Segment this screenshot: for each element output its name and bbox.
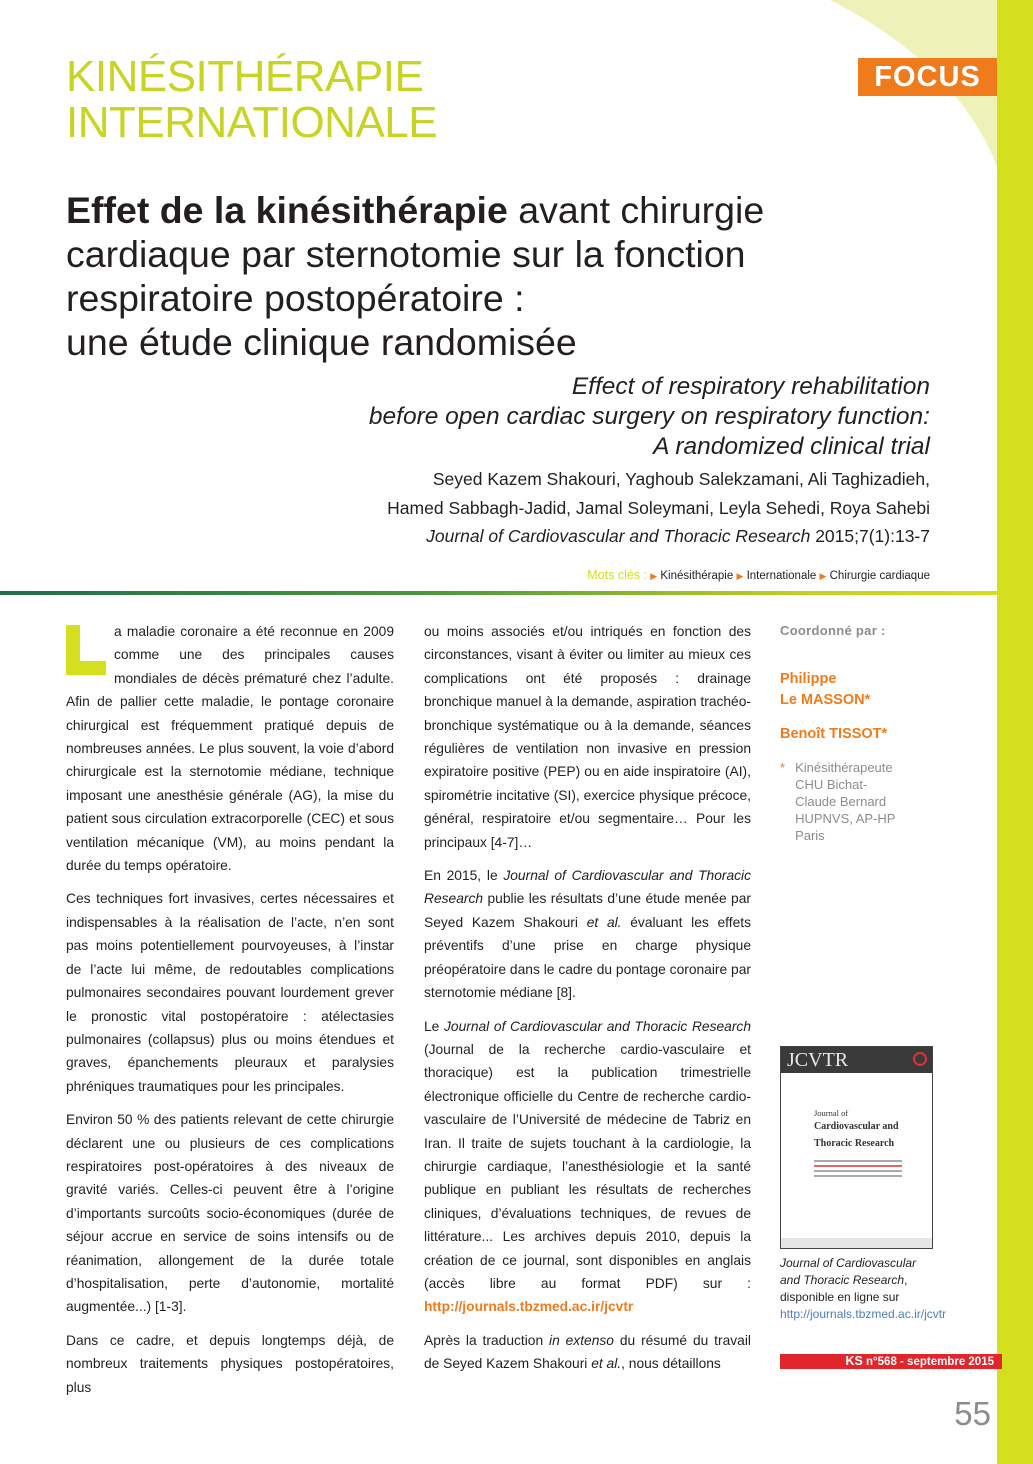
arrow-icon: ▶ <box>819 571 827 581</box>
brand-line-1: KINÉSITHÉRAPIE <box>66 52 424 101</box>
title-rest: avant chirurgie <box>507 189 765 231</box>
paragraph-1: a maladie coronaire a été reconnue en 2009 comme une des principales causes mondiales de décès prématuré chez l’adulte. Afin de pallier cette maladie, le pontage coronaire chirurgical est fréquemment pratiqué depuis de nombreuses années. Le plus souvent, la voie d’abord chirurgicale est la sternotomie médiane, technique imposant une anesthésie générale (AG), la mise du patient sous circulation extracorporelle (CEC) et sous ventilation mécanique (VM), au moins pendant la durée du temps opératoire. <box>66 624 394 874</box>
article-title <box>66 188 936 364</box>
cover-caption: Journal of Cardiovascular and Thoracic Research, disponible en ligne sur http://journals.tbzmed.ac.ir/jcvtr <box>780 1256 947 1321</box>
title-bold: Effet de la kinésithérapie <box>66 189 508 231</box>
paragraph-3: Environ 50 % des patients relevant de cette chirurgie déclarent une ou plusieurs de ces complications respiratoires post-opératoires à des niveaux de gravité variés. Celles-ci peuvent être à l’origine d’importants surcoûts socio-économiques (durée de séjour accrue en service de soins intensifs ou de réanimation, allongement de la durée totale d’hospitalisation, perte d’autonomie, mortalité augmentée...) [1-3]. <box>66 1112 394 1315</box>
authors-line-1: Seyed Kazem Shakouri, Yaghoub Salekzamani, Ali Taghizadieh, <box>432 469 930 489</box>
section-brand <box>66 54 437 146</box>
title-line-2: cardiaque par sternotomie sur la fonction <box>66 233 746 275</box>
dropcap-l-icon <box>66 625 106 675</box>
journal-cover-image: JCVTR Journal of Cardiovascular and Thoracic Research <box>780 1046 933 1249</box>
subtitle-line-3: A randomized clinical trial <box>653 433 930 460</box>
body-column-2 <box>424 620 751 1386</box>
page-number: 55 <box>954 1395 991 1432</box>
paragraph-7: Le Journal of Cardiovascular and Thoracic Research (Journal de la recherche cardio-vasculaire et thoracique) est la publication trimestrielle électronique officielle du Centre de recherche cardio-vasculaire de l’Université de médecine de Tabriz en Iran. Il traite de sujets touchant à la cardiologie, la chirurgie cardiaque, l’anesthésiologie et la santé publique en publiant les résultats de recherches cliniques, d’évaluations techniques, de revues de littérature... Les archives depuis 2010, depuis la création de ce journal, sont disponibles en anglais (accès libre au format PDF) sur : http://journals.tbzmed.ac.ir/jcvtr <box>424 1018 751 1315</box>
caption-link[interactable]: http://journals.tbzmed.ac.ir/jcvtr <box>780 1307 947 1321</box>
citation-journal: Journal of Cardiovascular and Thoracic Research <box>426 526 811 546</box>
keywords <box>587 568 930 582</box>
authors-line-2: Hamed Sabbagh-Jadid, Jamal Soleymani, Leyla Sehedi, Roya Sahebi <box>387 498 930 518</box>
keyword-item: Kinésithérapie <box>660 570 734 582</box>
paragraph-4: Dans ce cadre, et depuis longtemps déjà, de nombreux traitements physiques postopératoires, plus <box>66 1332 394 1395</box>
heart-logo-icon <box>913 1052 927 1066</box>
arrow-icon: ▶ <box>736 571 744 581</box>
coordinated-by-label: Coordonné par : <box>780 623 886 638</box>
journal-link[interactable]: http://journals.tbzmed.ac.ir/jcvtr <box>424 1299 634 1315</box>
arrow-icon: ▶ <box>650 571 658 581</box>
brand-line-2: INTERNATIONALE <box>66 98 438 147</box>
paragraph-5: ou moins associés et/ou intriqués en fonction des circonstances, visant à éviter ou limiter au mieux ces complications ont été proposés : drainage bronchique manuel à la demande, aspiration trachéo-bronchique systématique ou à la demande, séances régulières de ventilation non invasive en pression expiratoire positive (PEP) ou en aide inspiratoire (AI), spirométrie incitative (SI), exercice physique précoce, général, respiratoire et/ou segmentaire… Pour les principaux [4-7]… <box>424 624 751 850</box>
affiliation-note: * Kinésithérapeute CHU Bichat- Claude Bernard HUPNVS, AP-HP Paris <box>780 760 896 843</box>
cover-header: JCVTR <box>781 1047 932 1073</box>
english-subtitle <box>369 372 930 462</box>
cover-fine-print <box>814 1160 932 1177</box>
paragraph-2: Ces techniques fort invasives, certes nécessaires et indispensables à la réalisation de l’acte, n’en sont pas moins potentiellement pourvoyeuses, à l’instar de l’acte lui même, de redoutables complications pulmonaires secondaires pouvant lourdement grever le pronostic vital postopératoire : atélectasies pulmonaires (collapsus) plus ou moins étendues et graves, épanchements pleuraux et paralysies phréniques traumatiques pour les principales. <box>66 891 394 1094</box>
header-divider <box>0 591 997 595</box>
focus-badge: FOCUS <box>858 58 997 96</box>
title-line-4: une étude clinique randomisée <box>66 321 577 363</box>
subtitle-line-2: before open cardiac surgery on respiratory function: <box>368 403 930 430</box>
body-column-1 <box>66 620 394 1409</box>
citation <box>426 524 930 548</box>
subtitle-line-1: Effect of respiratory rehabilitation <box>571 373 930 400</box>
decorative-side-band <box>997 0 1033 1464</box>
title-line-3: respiratoire postopératoire : <box>66 277 525 319</box>
paragraph-8: Après la traduction in extenso du résumé du travail de Seyed Kazem Shakouri et al., nous détaillons <box>424 1332 751 1372</box>
keyword-item: Internationale <box>746 570 817 582</box>
authors <box>387 465 930 523</box>
keywords-label: Mots clés : <box>587 568 648 582</box>
coordinator-1: Philippe Le MASSON* <box>780 671 871 708</box>
issue-footer-bar: KS n°568 - septembre 2015 <box>780 1354 1002 1369</box>
paragraph-6: En 2015, le Journal of Cardiovascular and Thoracic Research publie les résultats d’une étude menée par Seyed Kazem Shakouri et al. évaluant les effets préventifs d’une prise en charge physique préopératoire dans le cadre du pontage coronaire par sternotomie médiane [8]. <box>424 868 752 1001</box>
keyword-item: Chirurgie cardiaque <box>829 570 930 582</box>
citation-ref: 2015;7(1):13-7 <box>810 526 930 546</box>
coordinator-2: Benoît TISSOT* <box>780 726 888 742</box>
